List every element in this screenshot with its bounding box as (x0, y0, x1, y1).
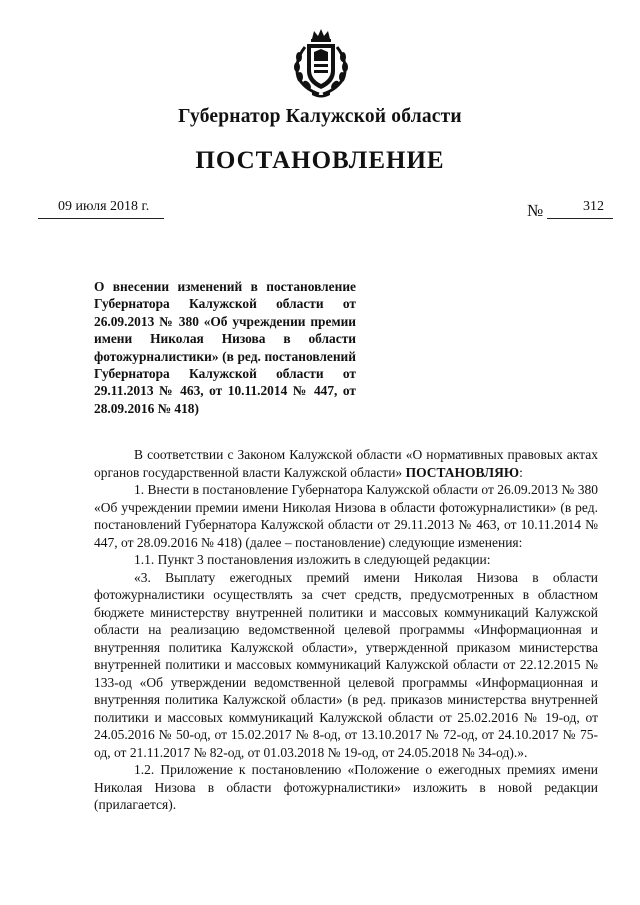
clause-3-new-text: «3. Выплату ежегодных премий имени Николая Низова в области фотожурналистики осуществлять за счет средств, предусмотренных в областном бюджете министерству внутренней политики и массовых коммуникаций Калужской области на реализацию ведомственной целевой программы «Информационная и внутренняя политика Калужской области», утвержденной приказом министерства внутренней политики и массовых коммуникаций Калужской области от 22.12.2015 № 133-од «Об утверждении ведомственной целевой программы «Информационная и внутренняя политика Калужской области» (в ред. приказов министерства внутренней политики и массовых коммуникаций Калужской области от 25.02.2016 № 19-од, от 24.05.2016 № 50-од, от 15.02.2017 № 8-од, от 13.10.2017 № 72-од, от 24.10.2017 № 75-од, от 21.11.2017 № 82-од, от 01.03.2018 № 19-од, от 24.05.2018 № 34-од).». (94, 569, 598, 760)
number-sign: № (527, 201, 544, 220)
resolve-keyword-punct: : (519, 464, 523, 480)
clause-1-1: 1.1. Пункт 3 постановления изложить в следующей редакции: (134, 552, 491, 567)
date-underline (38, 218, 164, 219)
clause-1-2: 1.2. Приложение к постановлению «Положение о ежегодных премиях имени Николая Низова в области фотожурналистики» изложить в новой редакции (прилагается). (94, 762, 598, 812)
document-number: 312 (583, 199, 604, 214)
coat-of-arms-icon (290, 27, 352, 99)
document-date-field (38, 199, 164, 221)
preamble-paragraph (94, 446, 598, 481)
document-number-field (527, 199, 613, 221)
issuing-authority: Губернатор Калужской области (178, 106, 462, 127)
document-subject: О внесении изменений в постановление Губернатора Калужской области от 26.09.2013 № 380 «Об учреждении премии имени Николая Низова в области фотожурналистики» (в ред. постановлений Губернатора Калужской области от 29.11.2013 № 463, от 10.11.2014 № 447, от 28.09.2016 № 418) (94, 279, 356, 416)
number-underline (547, 218, 613, 219)
preamble-text: В соответствии с Законом Калужской области «О нормативных правовых актах органов государственной власти Калужской области» (94, 447, 598, 480)
resolve-keyword: ПОСТАНОВЛЯЮ (405, 464, 520, 480)
clause-1: 1. Внести в постановление Губернатора Калужской области от 26.09.2013 № 380 «Об учреждении премии имени Николая Низова в области фотожурналистики» (в ред. постановлений Губернатора Калужской области от 29.11.2013 № 463, от 10.11.2014 № 447, от 28.09.2016 № 418) (далее – постановление) следующие изменения: (94, 482, 598, 550)
document-type-title: ПОСТАНОВЛЕНИЕ (195, 147, 445, 174)
document-body (94, 446, 598, 814)
document-date: 09 июля 2018 г. (58, 199, 150, 214)
